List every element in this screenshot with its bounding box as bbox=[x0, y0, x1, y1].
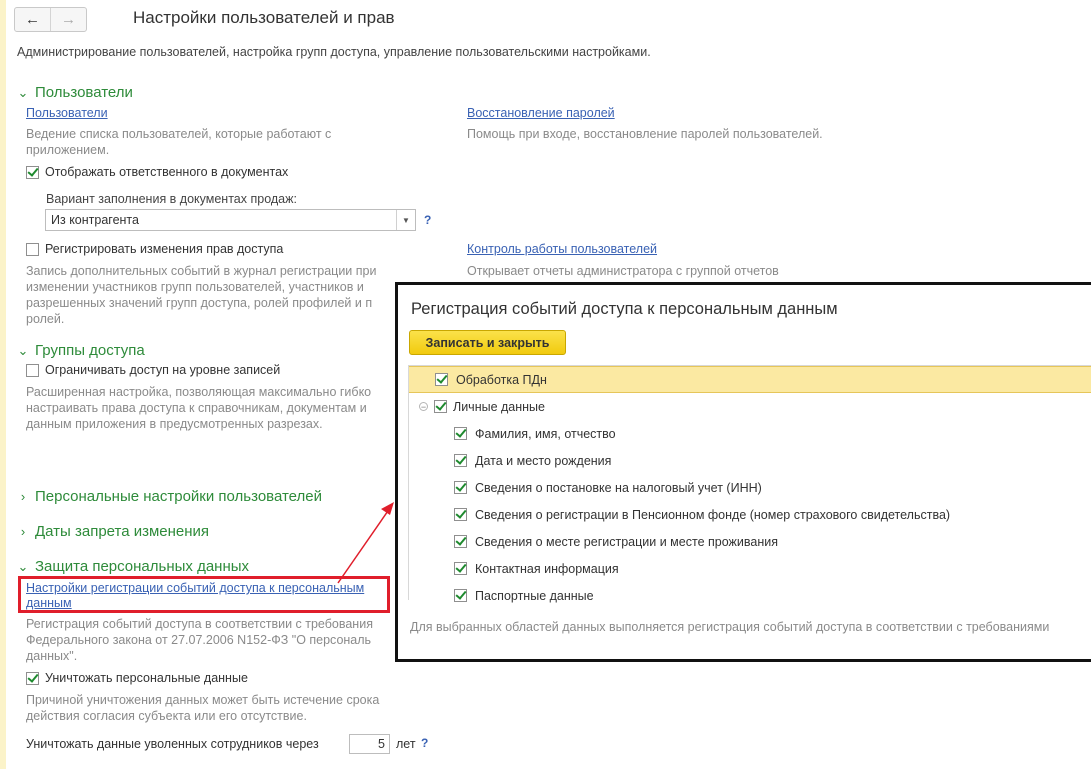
tree-label: Сведения о регистрации в Пенсионном фонде (номер страхового свидетельства) bbox=[475, 507, 951, 522]
back-arrow-icon[interactable]: ← bbox=[25, 11, 40, 28]
register-changes-label: Регистрировать изменения прав доступа bbox=[45, 242, 284, 256]
tree-label: Личные данные bbox=[453, 399, 545, 414]
destroy-after-label: Уничтожать данные уволенных сотрудников через bbox=[26, 737, 319, 751]
page-subtitle: Администрирование пользователей, настройка групп доступа, управление пользовательскими настройками. bbox=[17, 45, 651, 59]
tree-row[interactable] bbox=[409, 582, 594, 609]
window-footer-note: Для выбранных областей данных выполняется регистрация событий доступа в соответствии с требованиями bbox=[410, 620, 1050, 634]
tree-checkbox[interactable] bbox=[454, 427, 467, 440]
pd-settings-description: Регистрация событий доступа в соответствии с требования Федерального закона от 27.07.2006 N152-ФЗ "О персональ данных". bbox=[26, 617, 373, 663]
tree-row[interactable] bbox=[409, 366, 1091, 393]
tree-label: Паспортные данные bbox=[475, 588, 594, 603]
chevron-down-icon: ⌄ bbox=[17, 84, 29, 100]
destroy-data-label: Уничтожать персональные данные bbox=[45, 671, 248, 685]
help-icon[interactable]: ? bbox=[424, 213, 432, 227]
pd-registration-window bbox=[395, 282, 1091, 662]
tree-checkbox[interactable] bbox=[454, 481, 467, 494]
tree-label: Фамилия, имя, отчество bbox=[475, 426, 616, 441]
chevron-down-icon: ⌄ bbox=[17, 342, 29, 358]
collapse-icon[interactable]: − bbox=[420, 402, 427, 412]
tree-checkbox[interactable] bbox=[454, 535, 467, 548]
restrict-access-label: Ограничивать доступ на уровне записей bbox=[45, 363, 281, 377]
tree-row[interactable] bbox=[409, 501, 950, 528]
fill-variant-value: Из контрагента bbox=[51, 213, 139, 227]
tree-row[interactable] bbox=[409, 474, 762, 501]
tree-checkbox[interactable] bbox=[434, 400, 447, 413]
chevron-right-icon: › bbox=[20, 524, 26, 539]
chevron-right-icon: › bbox=[20, 489, 26, 504]
restrict-access-description: Расширенная настройка, позволяющая максимально гибко настраивать права доступа к справочникам, документам и данным приложения в предусмотренных разрезах. bbox=[26, 385, 372, 431]
help-icon[interactable]: ? bbox=[421, 736, 429, 750]
user-control-link[interactable]: Контроль работы пользователей bbox=[467, 242, 658, 256]
dropdown-arrow-icon[interactable]: ▼ bbox=[396, 210, 415, 230]
tree-checkbox[interactable] bbox=[454, 589, 467, 602]
tree-checkbox[interactable] bbox=[454, 562, 467, 575]
tree-row[interactable] bbox=[409, 447, 611, 474]
fill-variant-label: Вариант заполнения в документах продаж: bbox=[46, 192, 297, 206]
tree-row[interactable] bbox=[409, 420, 616, 447]
years-input[interactable]: 5 bbox=[349, 734, 390, 754]
section-users-title: Пользователи bbox=[35, 84, 133, 101]
data-areas-tree bbox=[408, 365, 1091, 603]
user-control-description: Открывает отчеты администратора с группой отчетов bbox=[467, 264, 779, 278]
page-title: Настройки пользователей и прав bbox=[133, 8, 395, 27]
tree-label: Обработка ПДн bbox=[456, 372, 547, 387]
tree-checkbox[interactable] bbox=[454, 508, 467, 521]
show-responsible-label: Отображать ответственного в документах bbox=[45, 165, 289, 179]
save-and-close-button[interactable]: Записать и закрыть bbox=[409, 330, 566, 355]
users-description: Ведение списка пользователей, которые работают с приложением. bbox=[26, 127, 332, 157]
users-link[interactable]: Пользователи bbox=[26, 106, 108, 120]
section-pd-protection-title: Защита персональных данных bbox=[35, 558, 250, 575]
section-access-groups-title: Группы доступа bbox=[35, 342, 145, 359]
tree-row[interactable] bbox=[409, 393, 545, 420]
tree-row[interactable] bbox=[409, 528, 778, 555]
destroy-data-description: Причиной уничтожения данных может быть истечение срока действия согласия субъекта или его отсутствие. bbox=[26, 693, 380, 723]
tree-label: Дата и место рождения bbox=[475, 453, 612, 468]
tree-checkbox[interactable] bbox=[454, 454, 467, 467]
tree-label: Сведения о постановке на налоговый учет (ИНН) bbox=[475, 480, 762, 495]
pd-settings-link[interactable]: Настройки регистрации событий доступа к персональным данным bbox=[26, 581, 365, 610]
tree-label: Контактная информация bbox=[475, 561, 619, 576]
section-dates-title: Даты запрета изменения bbox=[35, 523, 210, 540]
forward-arrow-icon[interactable]: → bbox=[50, 8, 86, 31]
tree-checkbox[interactable] bbox=[435, 373, 448, 386]
tree-label: Сведения о месте регистрации и месте проживания bbox=[475, 534, 778, 549]
window-title: Регистрация событий доступа к персональным данным bbox=[411, 300, 838, 318]
tree-row[interactable] bbox=[409, 555, 619, 582]
register-changes-description: Запись дополнительных событий в журнал регистрации при изменении участников групп пользователей, участников и разрешенных значений групп доступа, ролей профилей и п ролей. bbox=[26, 264, 377, 326]
years-unit-label: лет bbox=[396, 737, 416, 751]
restore-passwords-link[interactable]: Восстановление паролей bbox=[467, 106, 615, 120]
restore-passwords-description: Помощь при входе, восстановление паролей пользователей. bbox=[467, 127, 823, 141]
section-personal-settings-title: Персональные настройки пользователей bbox=[35, 488, 322, 505]
chevron-down-icon: ⌄ bbox=[17, 558, 29, 574]
